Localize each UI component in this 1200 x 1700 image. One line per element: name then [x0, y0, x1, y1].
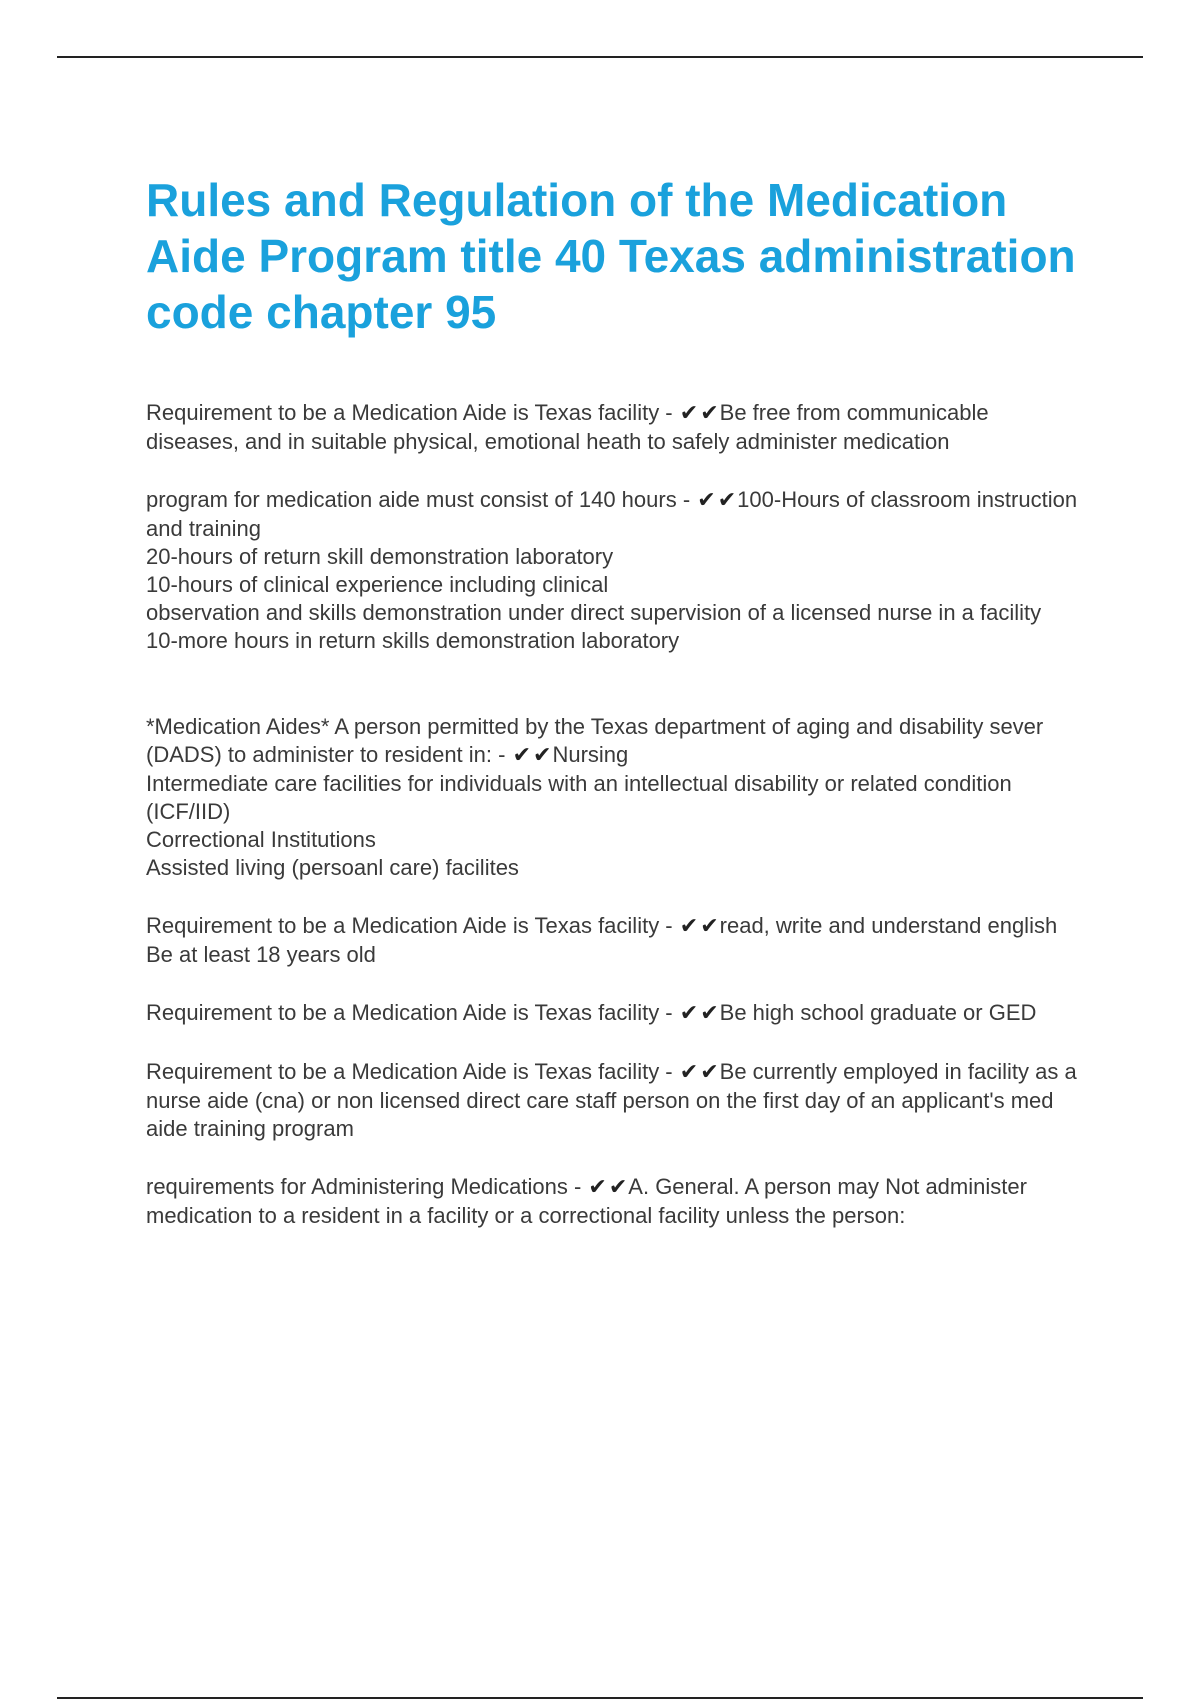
flashcard	[146, 399, 1086, 456]
check-icon: ✔	[679, 1001, 699, 1026]
flashcard-answer-line: Correctional Institutions	[146, 827, 376, 852]
check-icon: ✔	[533, 743, 552, 768]
check-icon: ✔	[697, 488, 716, 513]
check-icon: ✔	[679, 401, 699, 426]
flashcard	[146, 999, 1086, 1028]
check-icon: ✔	[679, 1060, 699, 1085]
check-icon: ✔	[588, 1175, 607, 1200]
flashcard-question: Requirement to be a Medication Aide is Texas facility -	[146, 400, 673, 425]
flashcard-answer-line: Intermediate care facilities for individuals with an intellectual disability or related condition (ICF/IID)	[146, 771, 1012, 824]
flashcard-question: Requirement to be a Medication Aide is Texas facility -	[146, 1059, 673, 1084]
top-divider	[57, 56, 1143, 58]
flashcard	[146, 1058, 1086, 1143]
check-icon: ✔	[608, 1175, 628, 1200]
flashcard	[146, 912, 1086, 969]
flashcard-first-line	[146, 912, 1086, 941]
flashcard-list	[146, 399, 1086, 1230]
flashcard-first-line	[146, 999, 1086, 1028]
flashcard-question: requirements for Administering Medications -	[146, 1174, 582, 1199]
flashcard	[146, 1173, 1086, 1230]
flashcard-first-line	[146, 1173, 1086, 1230]
flashcard-question: Requirement to be a Medication Aide is Texas facility -	[146, 913, 673, 938]
flashcard-question: Requirement to be a Medication Aide is Texas facility -	[146, 1000, 673, 1025]
bottom-divider	[57, 1697, 1143, 1699]
check-icon: ✔	[700, 1060, 719, 1085]
flashcard-answer-line: Nursing	[552, 742, 629, 767]
flashcard-answer-line: 10-hours of clinical experience including clinical	[146, 572, 609, 597]
flashcard-answer-line: Be free from communicable diseases, and in suitable physical, emotional heath to safely administer medication	[146, 400, 989, 454]
flashcard-answer-line: 10-more hours in return skills demonstration laboratory	[146, 628, 680, 653]
flashcard-first-line	[146, 1058, 1086, 1143]
flashcard	[146, 486, 1086, 655]
flashcard-question: *Medication Aides* A person permitted by the Texas department of aging and disability sever (DADS) to administer to resident in: -	[146, 714, 1044, 767]
flashcard-first-line	[146, 713, 1086, 770]
page-title: Rules and Regulation of the Medication Aide Program title 40 Texas administration code chapter 95	[146, 174, 1076, 338]
flashcard-answer-line: Be high school graduate or GED	[719, 1000, 1037, 1025]
check-icon: ✔	[679, 914, 699, 939]
check-icon: ✔	[717, 488, 737, 513]
flashcard-first-line	[146, 486, 1086, 543]
check-icon: ✔	[700, 914, 719, 939]
check-icon: ✔	[700, 1001, 719, 1026]
flashcard-answer-line: Assisted living (persoanl care) facilites	[146, 855, 519, 880]
flashcard-answer-line: 20-hours of return skill demonstration laboratory	[146, 544, 614, 569]
flashcard-answer-line: 100-Hours of classroom instruction and training	[146, 487, 1078, 541]
flashcard-answer-line: observation and skills demonstration under direct supervision of a licensed nurse in a facility	[146, 600, 1042, 625]
flashcard-first-line	[146, 399, 1086, 456]
check-icon: ✔	[700, 401, 719, 426]
flashcard-answer-line: Be currently employed in facility as a nurse aide (cna) or non licensed direct care staff person on the first day of an applicant's med aide training program	[146, 1059, 1077, 1141]
flashcard-answer-line: Be at least 18 years old	[146, 942, 376, 967]
flashcard-question: program for medication aide must consist of 140 hours -	[146, 487, 691, 512]
flashcard-answer-line: A. General. A person may Not administer medication to a resident in a facility or a correctional facility unless the person:	[146, 1174, 1027, 1228]
flashcard	[146, 713, 1086, 882]
check-icon: ✔	[512, 743, 532, 768]
flashcard-answer-line: read, write and understand english	[719, 913, 1058, 938]
